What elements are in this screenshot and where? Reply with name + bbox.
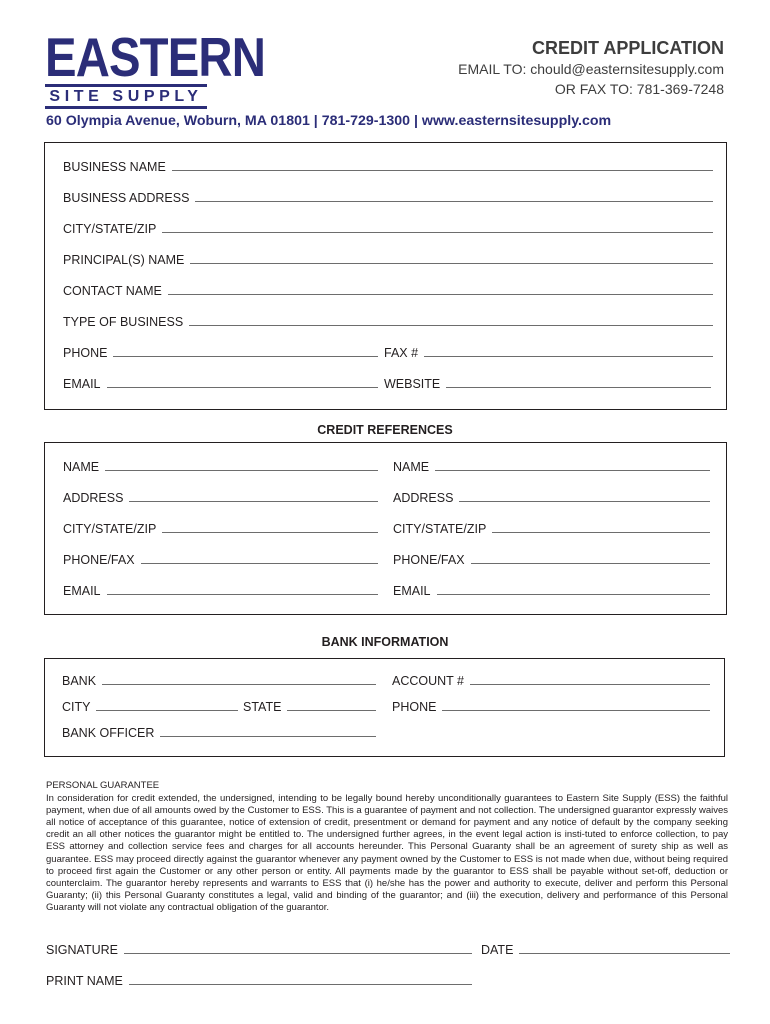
- header-contact: [458, 37, 724, 99]
- bank-account-label: ACCOUNT #: [392, 674, 465, 688]
- personal-guarantee-body: In consideration for credit extended, the undersigned, intending to be legally bound hereby unconditionally guarantees to Eastern Site Supply (ESS) the faithful payment, when due of all amounts owed by the Customer to ESS. This is a guarantee of payment and not collection. The undersigned guarantor expressly waives all notice of acceptance of this guarantee, notice of extension of credit, presentment or demand for payment and any notice of default by the company seeking credit an all other notices the guarantor might be entitled to. The undersigned further agrees, in the event legal action is insti-tuted to enforce collection, to pay ESS attorney and collection service fees and charges for all accounts hereunder. This Personal Guaranty shall be an agreement of surety ship as well as guarantee. ESS may proceed directly against the guarantor whenever any payment owned by the Customer to ESS is not made when due, without being required to proceed first again the Customer or any other person or entity. All payments made by the guarantor to ESS shall be payable without set-off, deduction or counterclaim. The guarantor hereby represents and warrants to ESS that (i) he/she has the power and authority to execute, deliver and perform this Personal Guaranty; (ii) this Personal Guaranty constitutes a legal, valid and binding of the guarantor; and (iii) the execution, delivery and performance of this Personal Guaranty will not violate any contractual obligation of the guarantor.: [46, 793, 728, 913]
- signature-label: SIGNATURE: [46, 943, 118, 957]
- website-field[interactable]: [384, 377, 711, 391]
- reference1-city-state-zip-label: CITY/STATE/ZIP: [63, 522, 157, 536]
- email-field[interactable]: [63, 377, 378, 391]
- reference2-phone-fax-label: PHONE/FAX: [393, 553, 465, 567]
- email-label: EMAIL: [63, 377, 101, 391]
- reference1-email-field[interactable]: [63, 584, 378, 598]
- reference2-city-state-zip-field[interactable]: [393, 522, 710, 536]
- fax-field[interactable]: [384, 346, 713, 360]
- bank-city-label: CITY: [62, 700, 91, 714]
- principals-name-label: PRINCIPAL(S) NAME: [63, 253, 185, 267]
- date-field[interactable]: [481, 943, 730, 957]
- logo-subtitle: SITE SUPPLY: [45, 84, 207, 109]
- company-logo: [45, 26, 265, 109]
- reference1-name-field[interactable]: [63, 460, 378, 474]
- company-address-line: 60 Olympia Avenue, Woburn, MA 01801 | 781-729-1300 | www.easternsitesupply.com: [46, 113, 612, 129]
- bank-information-title: BANK INFORMATION: [321, 635, 449, 649]
- personal-guarantee-title: PERSONAL GUARANTEE: [46, 780, 160, 791]
- bank-state-field[interactable]: [243, 700, 376, 714]
- bank-city-field[interactable]: [62, 700, 238, 714]
- reference1-phone-fax-label: PHONE/FAX: [63, 553, 135, 567]
- signature-field[interactable]: [46, 943, 472, 957]
- contact-name-field[interactable]: [63, 284, 713, 298]
- business-address-field[interactable]: [63, 191, 713, 205]
- city-state-zip-label: CITY/STATE/ZIP: [63, 222, 157, 236]
- bank-name-label: BANK: [62, 674, 97, 688]
- date-label: DATE: [481, 943, 514, 957]
- credit-references-title: CREDIT REFERENCES: [317, 423, 453, 437]
- reference1-name-label: NAME: [63, 460, 100, 474]
- form-title: CREDIT APPLICATION: [532, 38, 724, 58]
- city-state-zip-field[interactable]: [63, 222, 713, 236]
- phone-field[interactable]: [63, 346, 378, 360]
- email-to-line: EMAIL TO: chould@easternsitesupply.com: [458, 61, 724, 77]
- bank-account-field[interactable]: [392, 674, 710, 688]
- contact-name-label: CONTACT NAME: [63, 284, 162, 298]
- business-name-field[interactable]: [63, 160, 713, 174]
- business-info-box: [44, 142, 727, 410]
- type-of-business-label: TYPE OF BUSINESS: [63, 315, 184, 329]
- reference2-phone-fax-field[interactable]: [393, 553, 710, 567]
- reference1-email-label: EMAIL: [63, 584, 101, 598]
- reference1-address-field[interactable]: [63, 491, 378, 505]
- type-of-business-field[interactable]: [63, 315, 713, 329]
- bank-officer-label: BANK OFFICER: [62, 726, 155, 740]
- bank-name-field[interactable]: [62, 674, 376, 688]
- business-name-label: BUSINESS NAME: [63, 160, 166, 174]
- reference2-name-label: NAME: [393, 460, 430, 474]
- bank-phone-field[interactable]: [392, 700, 710, 714]
- reference2-email-label: EMAIL: [393, 584, 431, 598]
- reference2-name-field[interactable]: [393, 460, 710, 474]
- reference2-city-state-zip-label: CITY/STATE/ZIP: [393, 522, 487, 536]
- bank-officer-field[interactable]: [62, 726, 376, 740]
- phone-label: PHONE: [63, 346, 108, 360]
- personal-guarantee: [46, 780, 728, 914]
- business-address-label: BUSINESS ADDRESS: [63, 191, 190, 205]
- fax-label: FAX #: [384, 346, 419, 360]
- reference1-phone-fax-field[interactable]: [63, 553, 378, 567]
- print-name-label: PRINT NAME: [46, 974, 123, 988]
- bank-phone-label: PHONE: [392, 700, 437, 714]
- reference1-address-label: ADDRESS: [63, 491, 124, 505]
- principals-name-field[interactable]: [63, 253, 713, 267]
- website-label: WEBSITE: [384, 377, 441, 391]
- bank-state-label: STATE: [243, 700, 282, 714]
- logo-wordmark: EASTERN: [45, 26, 265, 88]
- fax-to-line: OR FAX TO: 781-369-7248: [554, 81, 724, 97]
- reference2-email-field[interactable]: [393, 584, 710, 598]
- print-name-field[interactable]: [46, 974, 472, 988]
- reference2-address-field[interactable]: [393, 491, 710, 505]
- reference2-address-label: ADDRESS: [393, 491, 454, 505]
- reference1-city-state-zip-field[interactable]: [63, 522, 378, 536]
